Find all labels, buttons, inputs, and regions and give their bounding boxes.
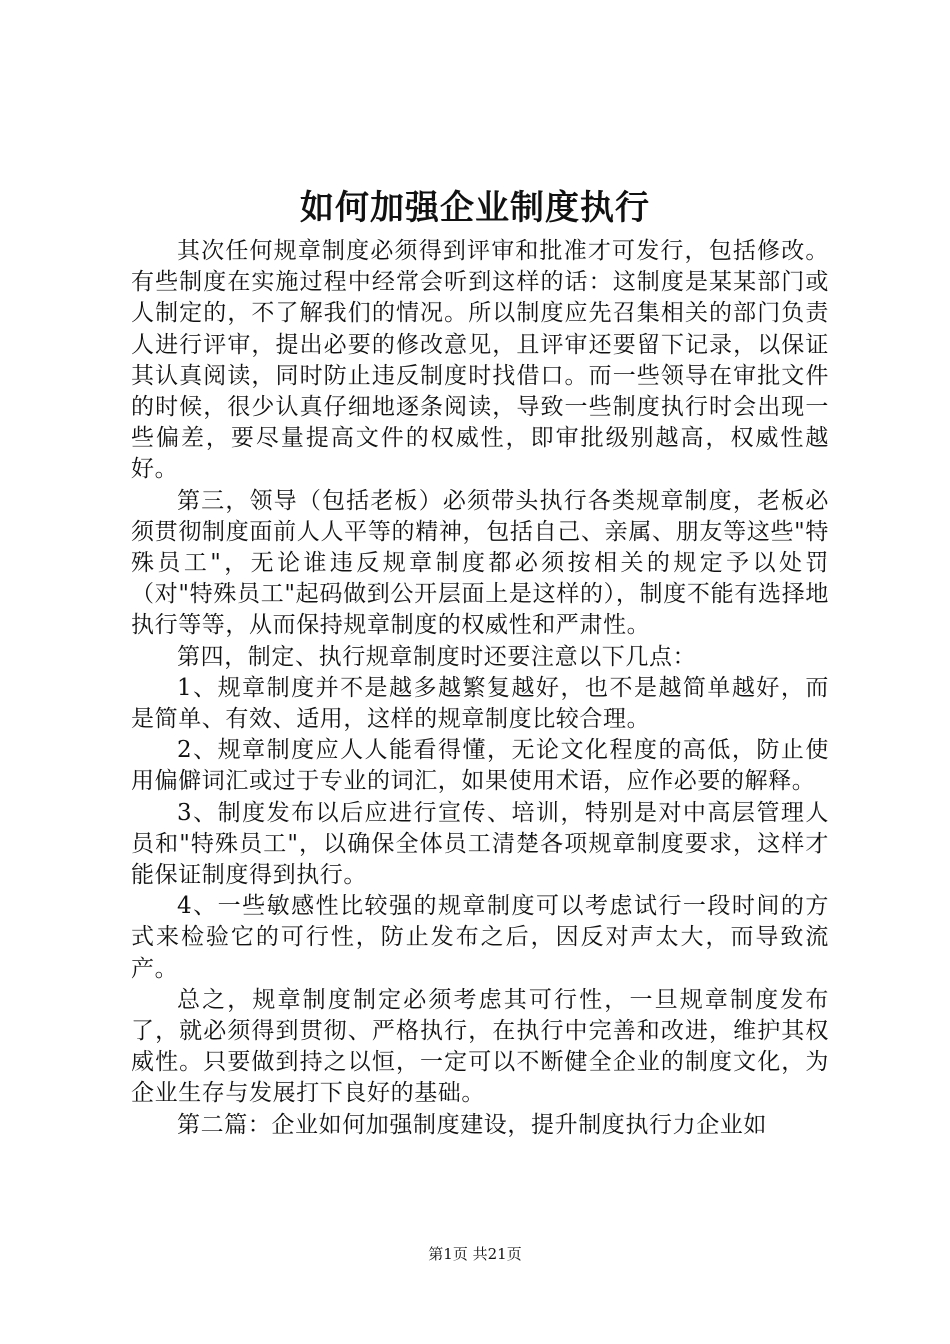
document-body [131,236,829,1141]
paragraph: 其次任何规章制度必须得到评审和批准才可发行，包括修改。有些制度在实施过程中经常会听到这样的话：这制度是某某部门或人制定的，不了解我们的情况。所以制度应先召集相关的部门负责人进行评审，提出必要的修改意见，且评审还要留下记录，以保证其认真阅读，同时防止违反制度时找借口。而一些领导在审批文件的时候，很少认真仔细地逐条阅读，导致一些制度执行时会出现一些偏差，要尽量提高文件的权威性，即审批级别越高，权威性越好。 [131,238,829,483]
paragraph: 总之，规章制度制定必须考虑其可行性，一旦规章制度发布了，就必须得到贯彻、严格执行，在执行中完善和改进，维护其权威性。只要做到持之以恒，一定可以不断健全企业的制度文化，为企业生存与发展打下良好的基础。 [131,986,829,1107]
list-item: 2、规章制度应人人能看得懂，无论文化程度的高低，防止使用偏僻词汇或过于专业的词汇，如果使用术语，应作必要的解释。 [131,737,829,795]
paragraph: 第二篇：企业如何加强制度建设，提升制度执行力企业如 [177,1111,767,1138]
list-item: 3、制度发布以后应进行宣传、培训，特别是对中高层管理人员和"特殊员工"，以确保全体员工清楚各项规章制度要求，这样才能保证制度得到执行。 [131,799,829,889]
paragraph: 第四，制定、执行规章制度时还要注意以下几点： [177,643,697,670]
paragraph: 第三，领导（包括老板）必须带头执行各类规章制度，老板必须贯彻制度面前人人平等的精神，包括自己、亲属、朋友等这些"特殊员工"，无论谁违反规章制度都必须按相关的规定予以处罚（对"特殊员工"起码做到公开层面上是这样的），制度不能有选择地执行等等，从而保持规章制度的权威性和严肃性。 [131,487,829,639]
list-item: 1、规章制度并不是越多越繁复越好，也不是越简单越好，而是简单、有效、适用，这样的规章制度比较合理。 [131,674,829,733]
page-number-footer: 第1页 共21页 [428,1245,522,1263]
list-item: 4、一些敏感性比较强的规章制度可以考虑试行一段时间的方式来检验它的可行性，防止发布之后，因反对声太大，而导致流产。 [131,893,829,982]
document-title: 如何加强企业制度执行 [300,188,650,228]
